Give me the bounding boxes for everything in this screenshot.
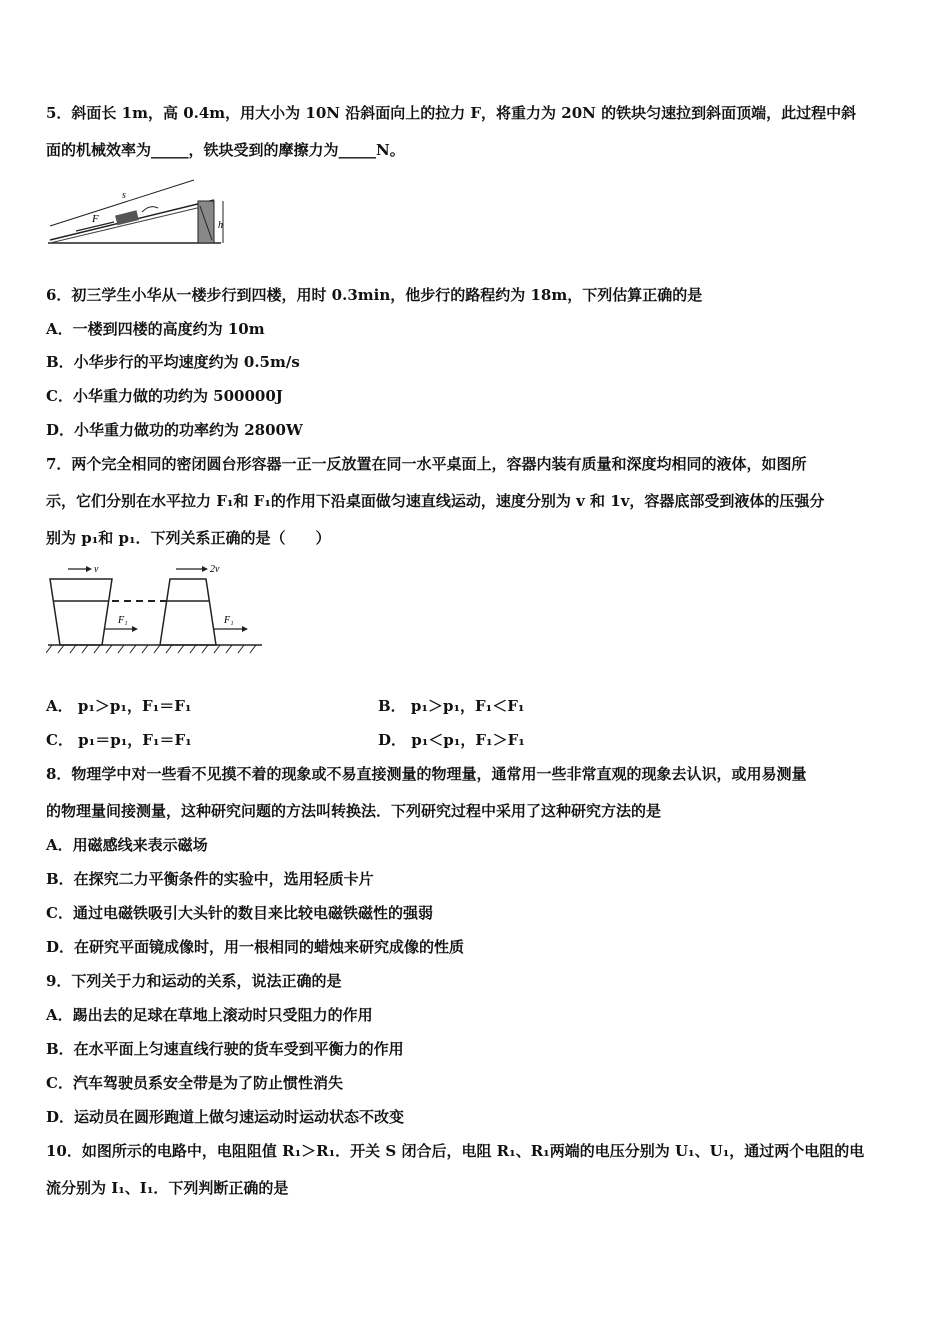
q7-line-3: 别为 p₁和 p₁．下列关系正确的是（ ） <box>46 529 331 547</box>
right-velocity-label: 2v <box>210 564 220 575</box>
containers-figure <box>46 557 268 665</box>
left-velocity-label: v <box>94 564 99 575</box>
q7-option-d: D． p₁＜p₁，F₁＞F₁ <box>378 731 525 749</box>
q6-option-d: D．小华重力做功的功率约为 2800W <box>46 421 303 439</box>
q10-line-2: 流分别为 I₁、I₁．下列判断正确的是 <box>46 1179 289 1197</box>
q8-line-1: 8．物理学中对一些看不见摸不着的现象或不易直接测量的物理量，通常用一些非常直观的现象去认识，或用易测量 <box>46 765 807 783</box>
hand-shape <box>142 207 158 212</box>
q8-option-c: C．通过电磁铁吸引大头针的数目来比较电磁铁磁性的强弱 <box>46 904 433 922</box>
left-container <box>50 579 112 645</box>
q9-option-a: A．踢出去的足球在草地上滚动时只受阻力的作用 <box>46 1006 373 1024</box>
incline-underside <box>50 204 214 243</box>
q7-option-a: A． p₁＞p₁，F₁＝F₁ <box>46 697 192 715</box>
q10-line-1: 10．如图所示的电路中，电阻阻值 R₁＞R₁．开关 S 闭合后，电阻 R₁、R₁两端的电压分别为 U₁、U₁，通过两个电阻的电 <box>46 1142 865 1160</box>
q9-option-b: B．在水平面上匀速直线行驶的货车受到平衡力的作用 <box>46 1040 404 1058</box>
q7-option-c: C． p₁＝p₁，F₁＝F₁ <box>46 731 192 749</box>
left-force-label: F₁ <box>118 615 128 626</box>
right-force-label: F₁ <box>224 615 234 626</box>
q5-line-2: 面的机械效率为_____，铁块受到的摩擦力为_____N。 <box>46 141 405 159</box>
q8-option-b: B．在探究二力平衡条件的实验中，选用轻质卡片 <box>46 870 374 888</box>
q6-stem: 6．初三学生小华从一楼步行到四楼，用时 0.3min，他步行的路程约为 18m，下列估算正确的是 <box>46 286 703 304</box>
q7-option-b: B． p₁＞p₁，F₁＜F₁ <box>378 697 525 715</box>
q8-option-a: A．用磁感线来表示磁场 <box>46 836 208 854</box>
q9-option-c: C．汽车驾驶员系安全带是为了防止惯性消失 <box>46 1074 343 1092</box>
q8-option-d: D．在研究平面镜成像时，用一根相同的蜡烛来研究成像的性质 <box>46 938 465 956</box>
q9-option-d: D．运动员在圆形跑道上做匀速运动时运动状态不改变 <box>46 1108 405 1126</box>
f-label: F <box>92 213 99 225</box>
right-container <box>160 579 216 645</box>
q9-stem: 9．下列关于力和运动的关系，说法正确的是 <box>46 972 342 990</box>
q6-option-a: A．一楼到四楼的高度约为 10m <box>46 320 265 338</box>
incline-figure <box>46 176 232 254</box>
q7-line-1: 7．两个完全相同的密闭圆台形容器一正一反放置在同一水平桌面上，容器内装有质量和深度均相同的液体，如图所 <box>46 455 807 473</box>
q6-option-b: B．小华步行的平均速度约为 0.5m/s <box>46 353 300 371</box>
s-label: s <box>122 190 126 201</box>
q5-line-1: 5．斜面长 1m，高 0.4m，用大小为 10N 沿斜面向上的拉力 F，将重力为 20N 的铁块匀速拉到斜面顶端，此过程中斜 <box>46 104 857 122</box>
q6-option-c: C．小华重力做的功约为 500000J <box>46 387 283 405</box>
h-label: h <box>218 220 223 231</box>
table-hatching <box>46 645 256 653</box>
q8-line-2: 的物理量间接测量，这种研究问题的方法叫转换法．下列研究过程中采用了这种研究方法的是 <box>46 802 662 820</box>
q7-line-2: 示，它们分别在水平拉力 F₁和 F₁的作用下沿桌面做匀速直线运动，速度分别为 v 和 1v，容器底部受到液体的压强分 <box>46 492 825 510</box>
